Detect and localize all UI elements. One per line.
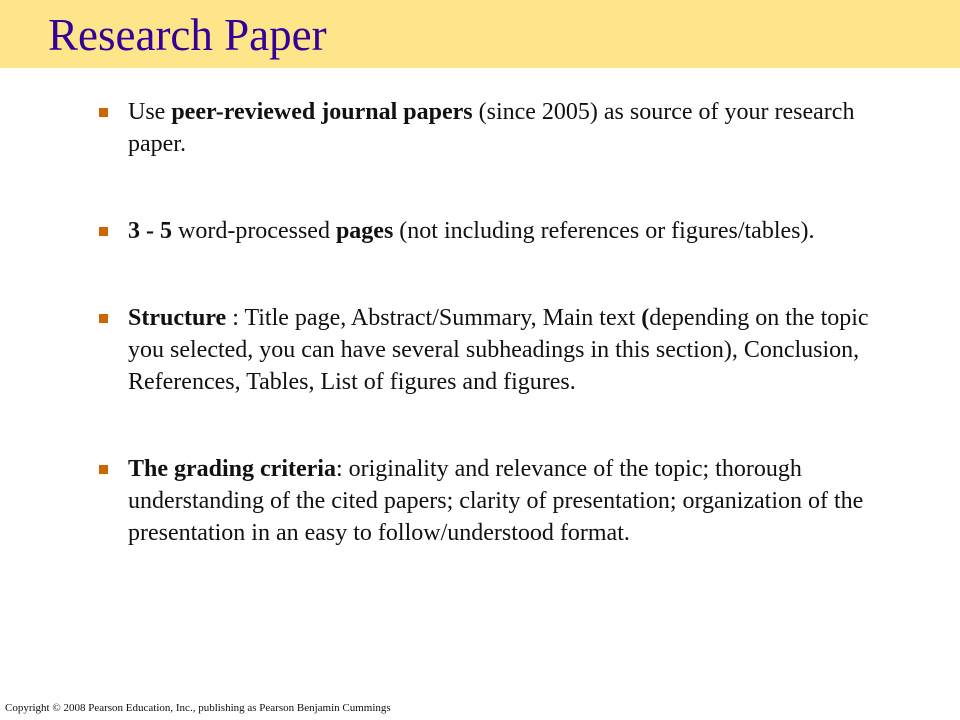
bullet-text: (since 2005) as source of your research paper. bbox=[128, 99, 855, 157]
bullet-item-grading bbox=[96, 453, 896, 549]
copyright-footer: Copyright © 2008 Pearson Education, Inc., publishing as Pearson Benjamin Cummings bbox=[5, 702, 391, 714]
square-bullet-icon bbox=[99, 227, 108, 236]
bullet-text: (not including references or figures/tables). bbox=[393, 218, 815, 244]
square-bullet-icon bbox=[99, 108, 108, 117]
square-bullet-icon bbox=[99, 314, 108, 323]
bullet-item-length bbox=[96, 215, 896, 247]
bullet-emphasis: The grading criteria bbox=[128, 456, 336, 482]
bullet-text: depending on the topic you selected, you can have several subheadings in this section), Conclusion, References, Tables, List of figures and figures. bbox=[128, 305, 869, 395]
bullet-emphasis: ( bbox=[641, 305, 650, 331]
bullet-emphasis: 3 - 5 bbox=[128, 218, 172, 244]
bullet-item-sources bbox=[96, 96, 896, 160]
bullet-text: : originality and relevance of the topic; thorough understanding of the cited papers; clarity of presentation; organization of the presentation in an easy to follow/understood format. bbox=[128, 456, 864, 546]
bullet-list bbox=[96, 96, 896, 549]
bullet-emphasis: Structure bbox=[128, 305, 227, 331]
bullet-text: Use bbox=[128, 99, 172, 125]
bullet-emphasis: pages bbox=[335, 218, 394, 244]
bullet-text: word-processed bbox=[172, 218, 336, 244]
bullet-text: : Title page, Abstract/Summary, Main text bbox=[226, 305, 642, 331]
slide-title: Research Paper bbox=[48, 10, 327, 60]
square-bullet-icon bbox=[99, 465, 108, 474]
bullet-item-structure bbox=[96, 302, 896, 398]
bullet-emphasis: peer-reviewed journal papers bbox=[171, 99, 473, 125]
